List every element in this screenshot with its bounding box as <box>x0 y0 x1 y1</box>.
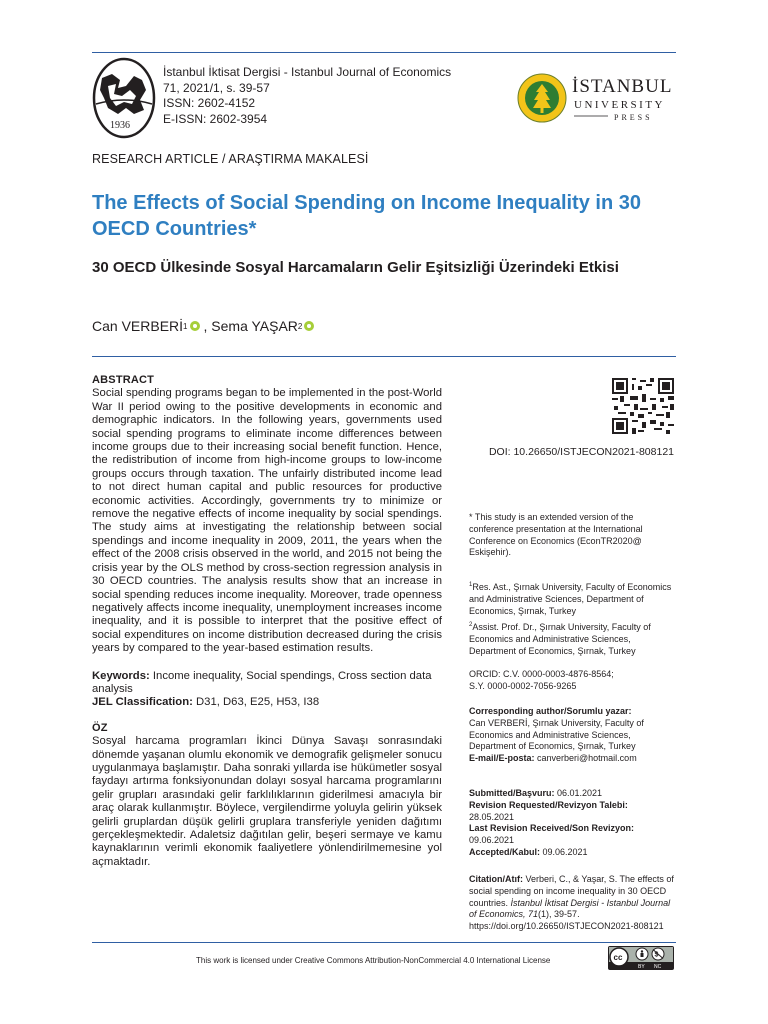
accepted-date: 09.06.2021 <box>540 846 588 857</box>
email-address[interactable]: canverberi@hotmail.com <box>534 753 637 764</box>
oz-text: Sosyal harcama programları İkinci Dünya Savaşı sonrasındaki dönemde yaşanan olumlu ekonomik ve demografik gelişmeler sonucu uygulanmaya başlamıştır. Daha sonraki yıllarda ise hükümetler sosyal faydayı artırma fonksiyonundan dolayı sosyal harcama programlarını gelir grupları arasındaki gelir farklılıklarının giderilmesi amacıyla bir araç olarak kullanmıştır. Böylece, vergilendirme yoluyla gelirin yüksek gelirli gruplardan düşük gelirli gruplara transferiyle yeniden dağıtımı gerçekleşmektedir. Adaletsiz dağıtılan gelir, beşeri sermaye ve kamu kaynaklarının verimli ekonomik faaliyetlere yönlendirilmemesine yol açmaktadır. <box>92 735 442 868</box>
oz-heading: ÖZ <box>92 721 108 734</box>
journal-line: İstanbul İktisat Dergisi - Istanbul Journal of Economics <box>163 65 452 79</box>
journal-line: 71, 2021/1, s. 39-57 <box>163 80 270 95</box>
abstract-heading: ABSTRACT <box>92 374 155 386</box>
last-revision-label: Last Revision Received/Son Revizyon: <box>469 823 635 834</box>
publisher-line1: İSTANBUL <box>572 76 673 97</box>
cc-badge-nc: NC <box>654 964 662 970</box>
journal-info <box>163 65 451 127</box>
jel-classification <box>92 696 442 709</box>
citation <box>469 874 679 933</box>
affiliation-1 <box>469 580 679 617</box>
study-note: * This study is an extended version of the conference presentation at the International Conference on Economics (EconTR2020@ Eskişehir). <box>469 512 643 558</box>
journal-logo <box>90 56 158 140</box>
journal-logo-year: 1936 <box>110 120 130 131</box>
dates <box>469 788 679 859</box>
keywords <box>92 670 442 697</box>
orcid-info <box>469 669 679 693</box>
corresponding-author <box>469 706 679 765</box>
citation-journal: İstanbul İktisat Dergisi - Istanbul Journal of Economics, 71 <box>469 897 671 920</box>
journal-line: E-ISSN: 2602-3954 <box>163 111 268 126</box>
jel-text: D31, D63, E25, H53, I38 <box>192 696 320 709</box>
author-separator: , <box>203 318 212 334</box>
doi[interactable]: DOI: 10.26650/ISTJECON2021-808121 <box>488 446 674 458</box>
journal-line: ISSN: 2602-4152 <box>163 96 256 110</box>
revision-requested-label: Revision Requested/Revizyon Talebi: <box>469 799 628 810</box>
authors <box>92 318 318 334</box>
bottom-rule <box>92 942 676 943</box>
license-text: This work is licensed under Creative Commons Attribution-NonCommercial 4.0 International License <box>196 956 551 965</box>
authors-rule <box>92 356 676 357</box>
article-subtitle: 30 OECD Ülkesinde Sosyal Harcamaların Gelir Eşitsizliği Üzerindeki Etkisi <box>92 259 619 276</box>
orcid-icon[interactable] <box>304 321 314 331</box>
affiliation-sup: 1 <box>469 582 473 588</box>
affiliation-2 <box>469 620 679 657</box>
keywords-text: Income inequality, Social spendings, Cross section data analysis <box>92 669 432 695</box>
top-rule <box>92 52 676 53</box>
orcid-line: S.Y. 0000-0002-7056-9265 <box>469 680 577 691</box>
abstract-text: Social spending programs began to be implemented in the post-World War II period owing to the positive developments in economic and demographic indicators. In the following years, governments used social spending programs to eliminate income differences between income groups due to their increasing social benefit function. Hence, the redistribution of income from high-income groups to low-income groups occurs through taxation. The unfairly distributed income lead to not direct human capital and public resources for productive economic activities. Accordingly, governments try to minimize or remove the negative effects of income inequality by social spendings. The study aims at investigating the relationship between social spendings and income inequality in 2009, 2011, the years when the effect of the 2008 crisis observed in the world, and 2015 not being the crisis year by the OLS method by cross-section regression analysis in 30 OECD countries. The analysis results show that an increase in social spending reduces income inequality. Moreover, trade openness negatively affects income inequality, unemployment increases income inequality, and it is possible to interpret that the positive effect of social expenditures on income distribution decreased during the crisis years by compared to the year-based estimation results. <box>92 387 442 655</box>
orcid-icon[interactable] <box>190 321 200 331</box>
citation-label: Citation/Atıf: <box>469 874 523 884</box>
corresponding-label: Corresponding author/Sorumlu yazar: <box>469 706 632 716</box>
cc-badge-by: BY <box>638 964 645 970</box>
author-name: Sema YAŞAR <box>211 318 298 334</box>
orcid-line: ORCID: C.V. 0000-0003-4876-8564; <box>469 669 614 679</box>
article-type: RESEARCH ARTICLE / ARAŞTIRMA MAKALESİ <box>92 152 369 166</box>
cc-badge-top: cc <box>613 953 623 962</box>
email-label: E-mail/E-posta: <box>469 753 535 764</box>
affiliation-sup: 2 <box>469 622 473 628</box>
publisher-line3: PRESS <box>614 113 653 122</box>
affiliation-text: Res. Ast., Şırnak University, Faculty of Economics and Administrative Sciences, Department of Economics, Şırnak, Turkey <box>469 582 672 616</box>
citation-text-end[interactable]: (1), 39-57. https://doi.org/10.26650/ISTJECON2021-808121 <box>469 909 664 932</box>
author-sup: 2 <box>297 321 303 331</box>
submitted-date: 06.01.2021 <box>554 788 603 798</box>
svg-text:$: $ <box>654 951 659 959</box>
left-column <box>92 374 442 869</box>
publisher-line2: UNIVERSITY <box>574 99 665 111</box>
article-title: The Effects of Social Spending on Income Inequality in 30 OECD Countries* <box>92 192 641 240</box>
accepted-label: Accepted/Kabul: <box>469 846 541 857</box>
affiliation-text: Assist. Prof. Dr., Şırnak University, Faculty of Economics and Administrative Sciences, Department of Economics, Şırnak, Turkey <box>469 622 651 656</box>
citation-text: Verberi, C., & Yaşar, S. The effects of social spending on income inequality in 30 OECD countries. <box>469 874 674 908</box>
last-revision-date: 09.06.2021 <box>469 835 515 846</box>
submitted-label: Submitted/Başvuru: <box>469 788 555 798</box>
keywords-label: Keywords: <box>92 669 150 682</box>
revision-requested-date: 28.05.2021 <box>469 811 515 822</box>
qr-code-icon[interactable] <box>612 378 674 434</box>
publisher-logo <box>514 70 674 126</box>
author-name: Can VERBERİ <box>92 318 184 334</box>
creative-commons-badge-icon[interactable] <box>608 946 674 970</box>
author-sup: 1 <box>183 321 188 331</box>
jel-label: JEL Classification: <box>92 696 193 709</box>
corresponding-text: Can VERBERİ, Şırnak University, Faculty of Economics and Administrative Sciences, Department of Economics, Şırnak, Turkey <box>469 717 644 752</box>
